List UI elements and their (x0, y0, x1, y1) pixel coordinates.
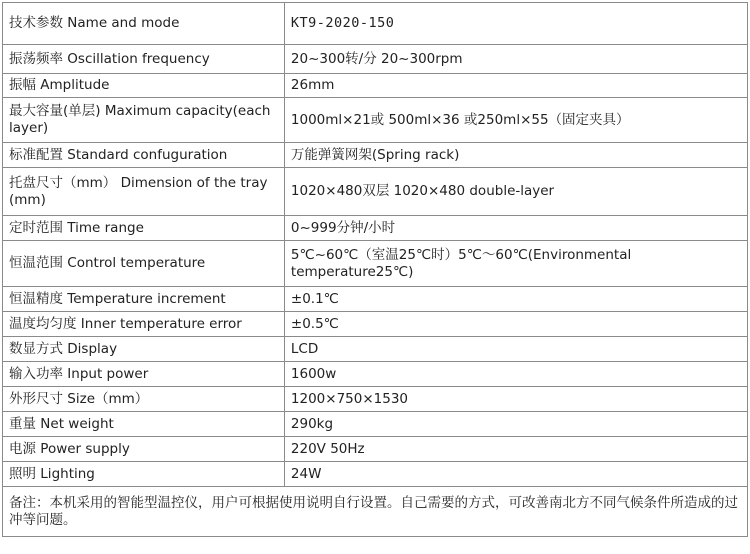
table-row (3, 362, 748, 387)
row-value: 220V 50Hz (284, 437, 747, 462)
row-key: 振幅 Amplitude (3, 74, 285, 98)
row-value: 万能弹簧网架(Spring rack) (284, 143, 747, 168)
row-key: 输入功率 Input power (3, 362, 285, 387)
row-value: 26mm (284, 74, 747, 98)
table-row (3, 98, 748, 143)
table-row (3, 216, 748, 241)
row-value: LCD (284, 337, 747, 362)
table-row (3, 437, 748, 462)
row-key: 重量 Net weight (3, 412, 285, 437)
row-key: 恒温范围 Control temperature (3, 241, 285, 287)
table-row (3, 241, 748, 287)
row-key: 照明 Lighting (3, 462, 285, 487)
table-row (3, 462, 748, 487)
row-key: 标准配置 Standard confuguration (3, 143, 285, 168)
table-row (3, 387, 748, 412)
row-key: 振荡频率 Oscillation frequency (3, 45, 285, 74)
row-value: ±0.1℃ (284, 287, 747, 312)
row-value: 1000ml×21或 500ml×36 或250ml×55（固定夹具） (284, 98, 747, 143)
row-key: 最大容量(单层) Maximum capacity(each layer) (3, 98, 285, 143)
table-row (3, 168, 748, 216)
row-key: 电源 Power supply (3, 437, 285, 462)
model-value: KT9-2020-150 (284, 3, 747, 45)
table-row (3, 412, 748, 437)
row-value: 5℃~60℃（室温25℃时）5℃～60℃(Environmental temperature25℃) (284, 241, 747, 287)
note-text: 备注：本机采用的智能型温控仪，用户可根据使用说明自行设置。自己需要的方式，可改善南北方不同气候条件所造成的过冲等问题。 (3, 487, 748, 537)
row-key: 温度均匀度 Inner temperature error (3, 312, 285, 337)
table-row (3, 287, 748, 312)
note-row (3, 487, 748, 537)
table-row (3, 74, 748, 98)
row-key: 托盘尺寸（mm） Dimension of the tray (mm) (3, 168, 285, 216)
table-row (3, 337, 748, 362)
row-value: 1020×480双层 1020×480 double-layer (284, 168, 747, 216)
table-row (3, 45, 748, 74)
row-value: 20~300转/分 20~300rpm (284, 45, 747, 74)
row-value: ±0.5℃ (284, 312, 747, 337)
spec-table (2, 2, 748, 537)
row-value: 0~999分钟/小时 (284, 216, 747, 241)
table-row (3, 312, 748, 337)
row-value: 1200×750×1530 (284, 387, 747, 412)
table-row (3, 143, 748, 168)
table-row (3, 3, 748, 45)
row-value: 1600w (284, 362, 747, 387)
row-key: 外形尺寸 Size（mm） (3, 387, 285, 412)
row-value: 290kg (284, 412, 747, 437)
row-key: 定时范围 Time range (3, 216, 285, 241)
row-key: 技术参数 Name and mode (3, 3, 285, 45)
row-key: 数显方式 Display (3, 337, 285, 362)
row-value: 24W (284, 462, 747, 487)
row-key: 恒温精度 Temperature increment (3, 287, 285, 312)
